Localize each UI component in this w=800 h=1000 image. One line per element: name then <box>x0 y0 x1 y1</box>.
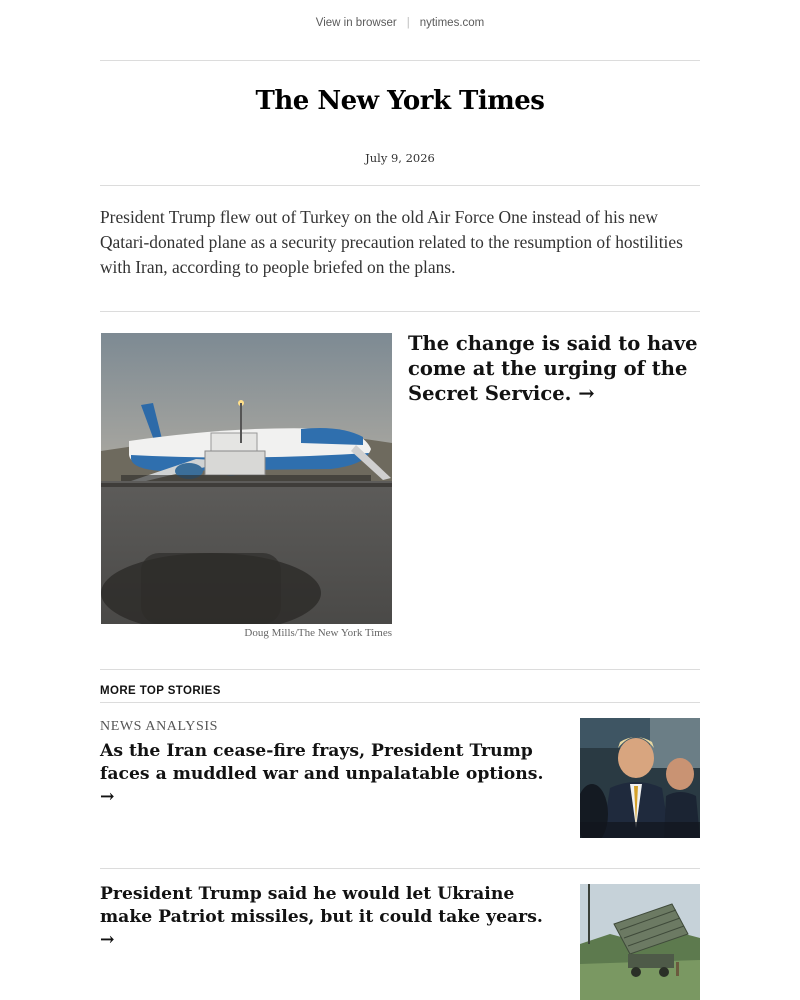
patriot-missile-thumbnail[interactable] <box>580 884 700 1000</box>
air-force-one-photo[interactable] <box>101 333 392 624</box>
top-divider <box>100 60 700 61</box>
nytimes-site-link[interactable]: nytimes.com <box>419 17 485 29</box>
nyt-logo[interactable]: The New York Times <box>255 86 545 116</box>
lede-paragraph: President Trump flew out of Turkey on the old Air Force One instead of his new Qatari-donated plane as a security precaution related to the resumption of hostilities with Iran, according to people briefed on the plans. <box>100 207 683 277</box>
photo-credit: Doug Mills/The New York Times <box>244 627 392 639</box>
lede-divider <box>100 311 700 312</box>
top-links-bar <box>100 17 700 29</box>
masthead-divider <box>100 185 700 186</box>
story-headline-link-1[interactable]: As the Iran cease-fire frays, President Trump faces a muddled war and unpalatable options. → <box>100 741 544 807</box>
trump-meeting-thumbnail[interactable] <box>580 718 700 838</box>
air-force-one-image <box>101 333 392 624</box>
story-kicker: NEWS ANALYSIS <box>100 719 219 734</box>
story-headline-link-2[interactable]: President Trump said he would let Ukraine make Patriot missiles, but it could take years. → <box>100 884 543 950</box>
more-top-stories-label: MORE TOP STORIES <box>100 685 221 697</box>
view-in-browser-link[interactable]: View in browser <box>315 17 397 29</box>
newsletter-date: July 9, 2026 <box>365 151 435 165</box>
feature-divider <box>100 669 700 670</box>
patriot-missile-image <box>580 884 700 1000</box>
topbar-separator: | <box>406 17 410 29</box>
section-label-divider <box>100 702 700 703</box>
feature-headline-link[interactable]: The change is said to have come at the urging of the Secret Service. → <box>408 332 698 405</box>
story-divider <box>100 868 700 869</box>
trump-meeting-image <box>580 718 700 838</box>
